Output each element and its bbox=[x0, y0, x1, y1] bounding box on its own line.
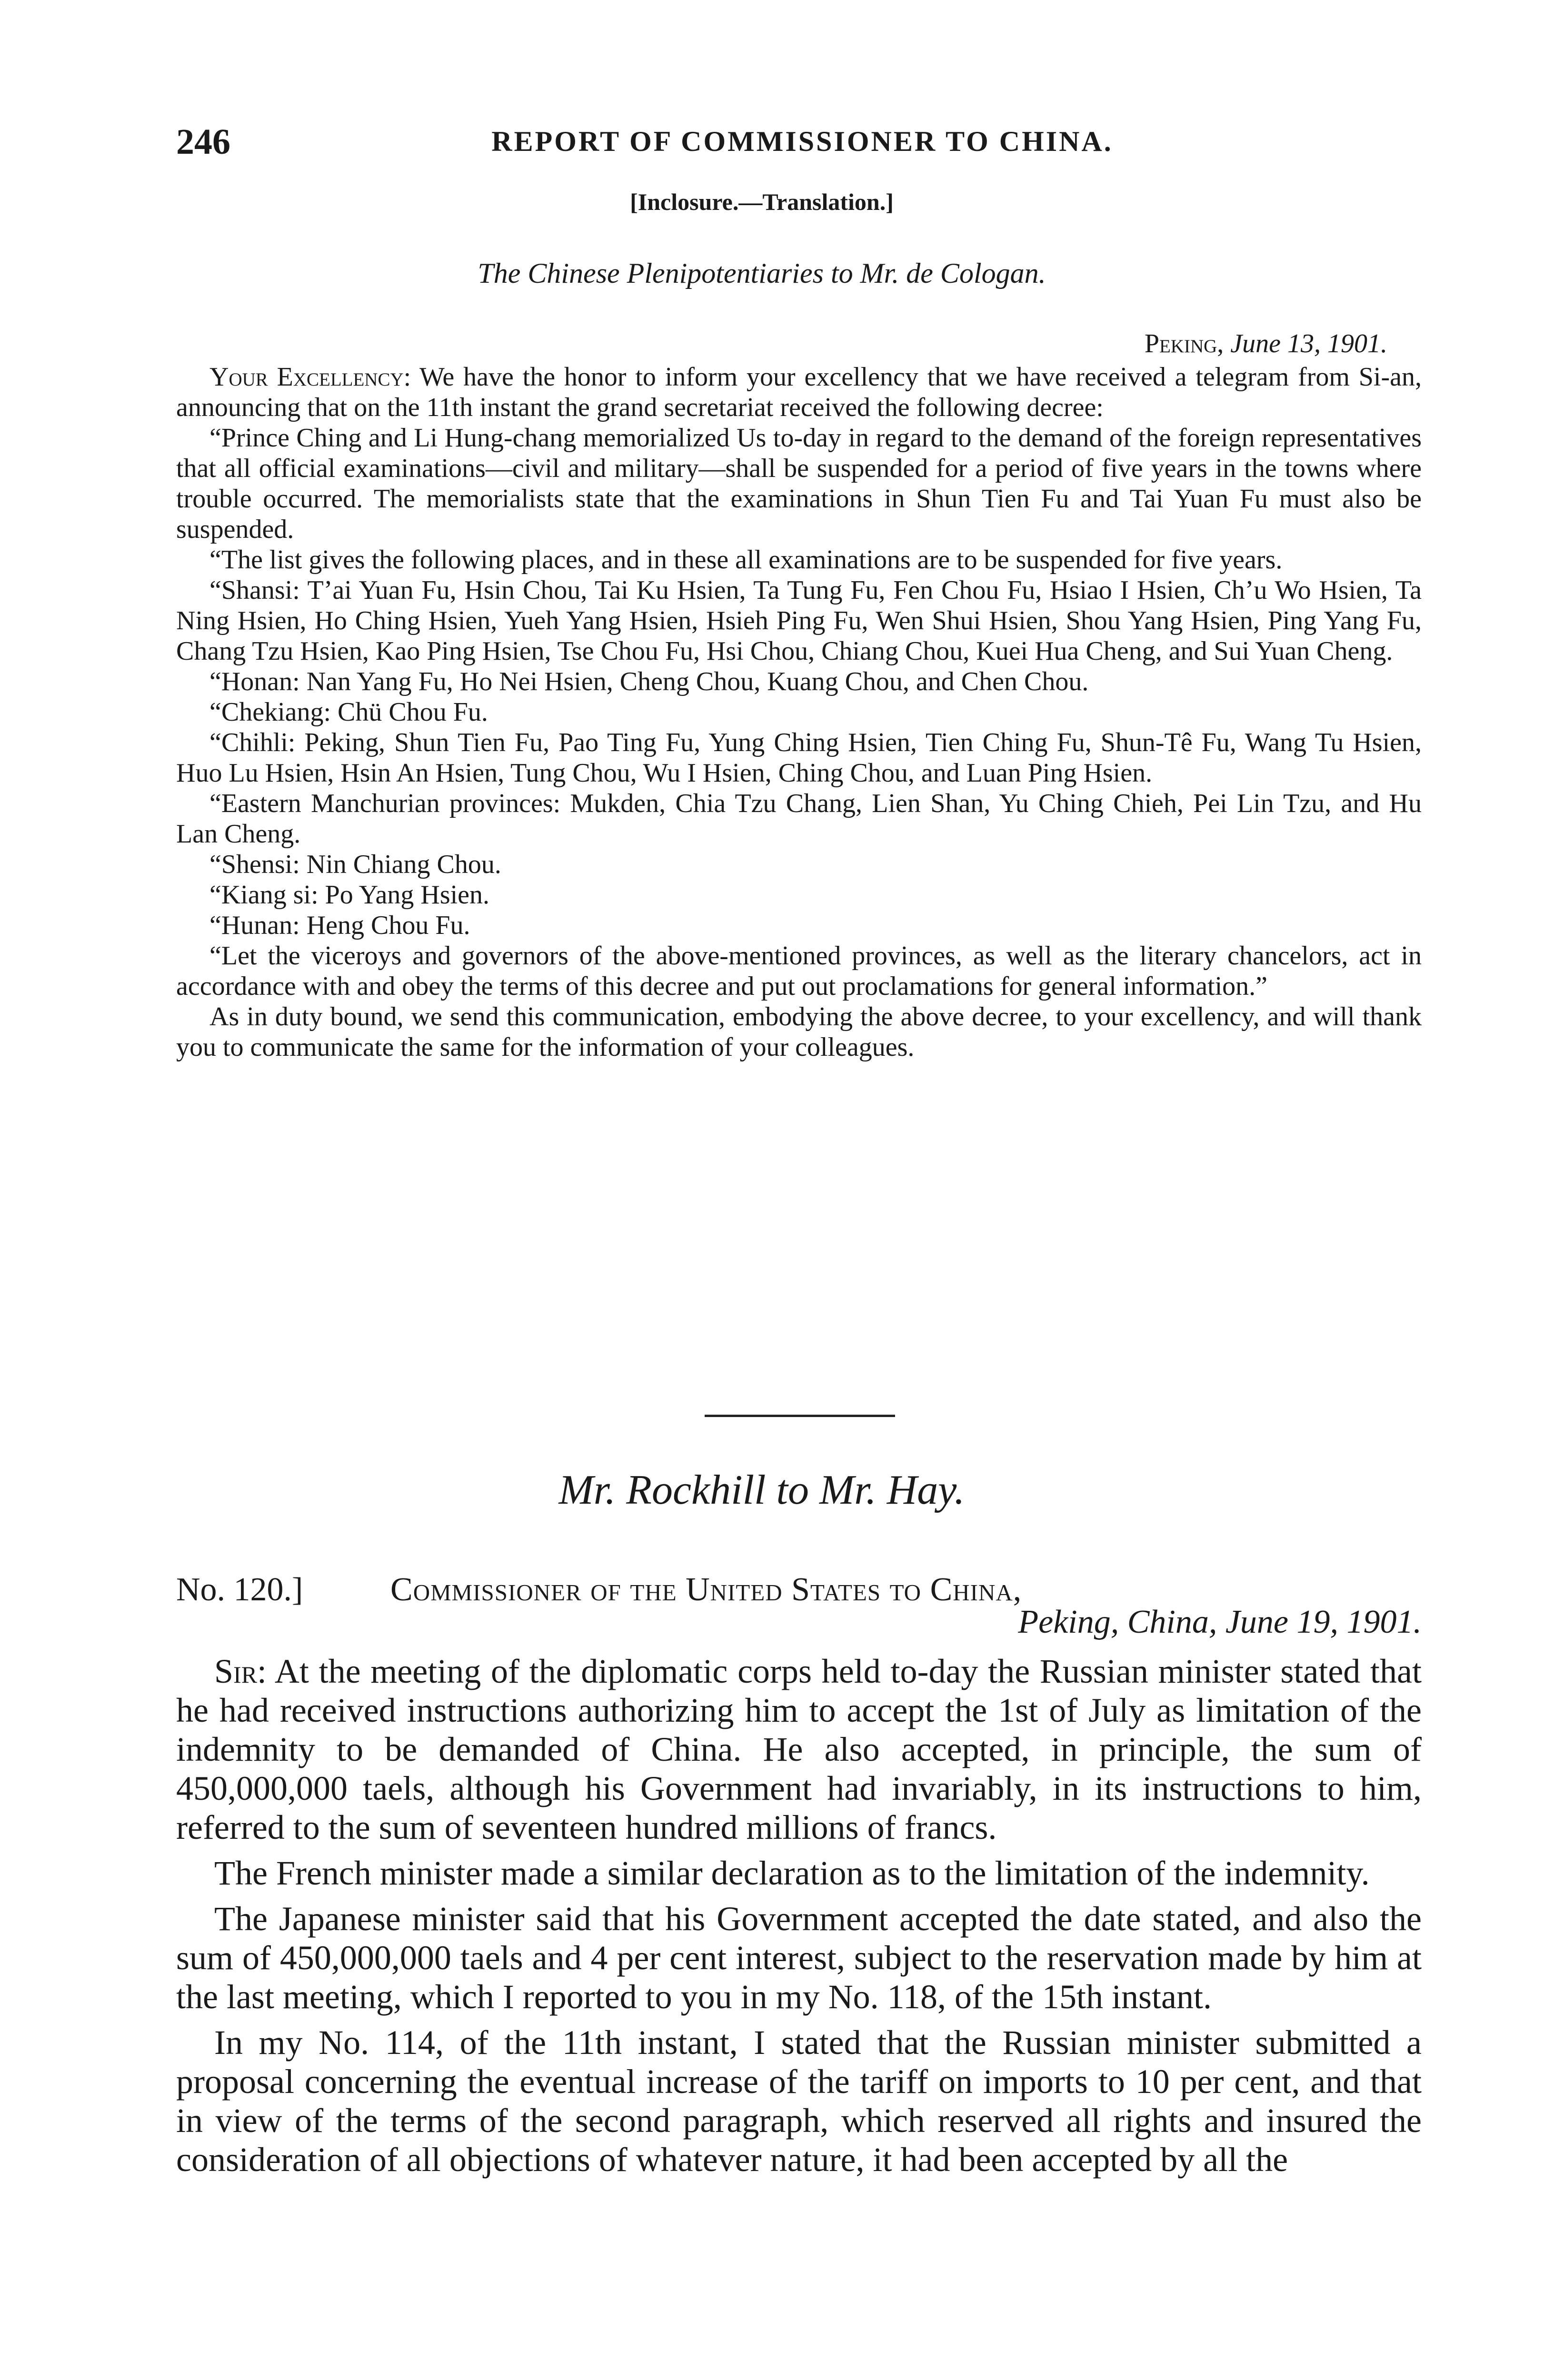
letter-subtitle: The Chinese Plenipotentiaries to Mr. de Cologan. bbox=[478, 258, 1046, 289]
letter-paragraph: “Chekiang: Chü Chou Fu. bbox=[209, 697, 488, 727]
letter-paragraph: “Prince Ching and Li Hung-chang memorialized Us to-day in regard to the demand of the foreign representatives that all official examinations—civil and military—shall be suspended for a period of five years in the towns where trouble occurred. The memorialists state that the examinations in Shun Tien Fu and Tai Yuan Fu must also be suspended. bbox=[176, 423, 1422, 544]
letter-paragraph: As in duty bound, we send this communication, embodying the above decree, to your excellency, and will thank you to communicate the same for the information of your colleagues. bbox=[176, 1002, 1422, 1062]
section-divider bbox=[705, 1415, 895, 1417]
inclosure-label: [Inclosure.—Translation.] bbox=[630, 188, 894, 215]
page-header bbox=[176, 121, 1428, 164]
letter-paragraph: “Hunan: Heng Chou Fu. bbox=[209, 911, 470, 940]
letter-dateline bbox=[1145, 328, 1387, 359]
dispatch-body bbox=[176, 1652, 1422, 2186]
dispatch-number: No. 120.] bbox=[176, 1571, 303, 1608]
dispatch-place-date: Peking, China, June 19, 1901. bbox=[1018, 1604, 1422, 1640]
letter-salutation: Your Excellency: bbox=[209, 362, 411, 392]
dispatch-paragraph: Sir: At the meeting of the diplomatic corps held to-day the Russian minister stated that he had received instructions authorizing him to accept the 1st of July as limitation of the indemnity to be demanded of China. He also accepted, in principle, the sum of 450,000,000 taels, although his Government had invariably, in its instructions to him, referred to the sum of seventeen hundred millions of francs. bbox=[176, 1652, 1422, 1846]
letter-paragraph: “Let the viceroys and governors of the above-mentioned provinces, as well as the literary chancelors, act in accordance with and obey the terms of this decree and put out proclamations for general information.” bbox=[176, 941, 1422, 1001]
letter-paragraph: “Kiang si: Po Yang Hsien. bbox=[209, 880, 490, 910]
dispatch-paragraph: The French minister made a similar declaration as to the limitation of the indemnity. bbox=[214, 1854, 1370, 1892]
letter-paragraph: “The list gives the following places, and in these all examinations are to be suspended for five years. bbox=[209, 545, 1283, 575]
dispatch-title: Mr. Rockhill to Mr. Hay. bbox=[558, 1467, 965, 1513]
dispatch-from: Commissioner of the United States to China, bbox=[390, 1571, 1022, 1608]
page-number: 246 bbox=[176, 122, 230, 162]
dateline-date: June 13, 1901. bbox=[1230, 329, 1387, 358]
dispatch-paragraph: In my No. 114, of the 11th instant, I stated that the Russian minister submitted a proposal concerning the eventual increase of the tariff on imports to 10 per cent, and that in view of the terms of the second paragraph, which reserved all rights and insured the consideration of all objections of whatever nature, it had been accepted by all the bbox=[176, 2023, 1422, 2179]
letter-body bbox=[176, 362, 1422, 1062]
letter-paragraph: “Shensi: Nin Chiang Chou. bbox=[209, 850, 501, 879]
running-title: REPORT OF COMMISSIONER TO CHINA. bbox=[491, 126, 1113, 157]
letter-paragraph: “Honan: Nan Yang Fu, Ho Nei Hsien, Cheng Chou, Kuang Chou, and Chen Chou. bbox=[209, 667, 1089, 696]
letter-paragraph: “Eastern Manchurian provinces: Mukden, Chia Tzu Chang, Lien Shan, Yu Ching Chieh, Pei Lin Tzu, and Hu Lan Cheng. bbox=[176, 789, 1422, 849]
dispatch-paragraph: The Japanese minister said that his Government accepted the date stated, and also the sum of 450,000,000 taels and 4 per cent interest, subject to the reservation made by him at the last meeting, which I reported to you in my No. 118, of the 15th instant. bbox=[176, 1900, 1422, 2016]
dateline-place: Peking, bbox=[1144, 329, 1224, 358]
dispatch-salutation: Sir: bbox=[214, 1652, 267, 1690]
letter-paragraph: “Shansi: T’ai Yuan Fu, Hsin Chou, Tai Ku Hsien, Ta Tung Fu, Fen Chou Fu, Hsiao I Hsien, Ch’u Wo Hsien, Ta Ning Hsien, Ho Ching Hsien, Yueh Yang Hsien, Hsieh Ping Fu, Wen Shui Hsien, Shou Yang Hsien, Ping Yang Fu, Chang Tzu Hsien, Kao Ping Hsien, Tse Chou Fu, Hsi Chou, Chiang Chou, Kuei Hua Cheng, and Sui Yuan Cheng. bbox=[176, 575, 1422, 666]
letter-paragraph: “Chihli: Peking, Shun Tien Fu, Pao Ting Fu, Yung Ching Hsien, Tien Ching Fu, Shun-Tê Fu, Wang Tu Hsien, Huo Lu Hsien, Hsin An Hsien, Tung Chou, Wu I Hsien, Ching Chou, and Luan Ping Hsien. bbox=[176, 728, 1422, 788]
letter-paragraph: Your Excellency: We have the honor to inform your excellency that we have received a telegram from Si-an, announcing that on the 11th instant the grand secretariat received the following decree: bbox=[176, 362, 1422, 422]
